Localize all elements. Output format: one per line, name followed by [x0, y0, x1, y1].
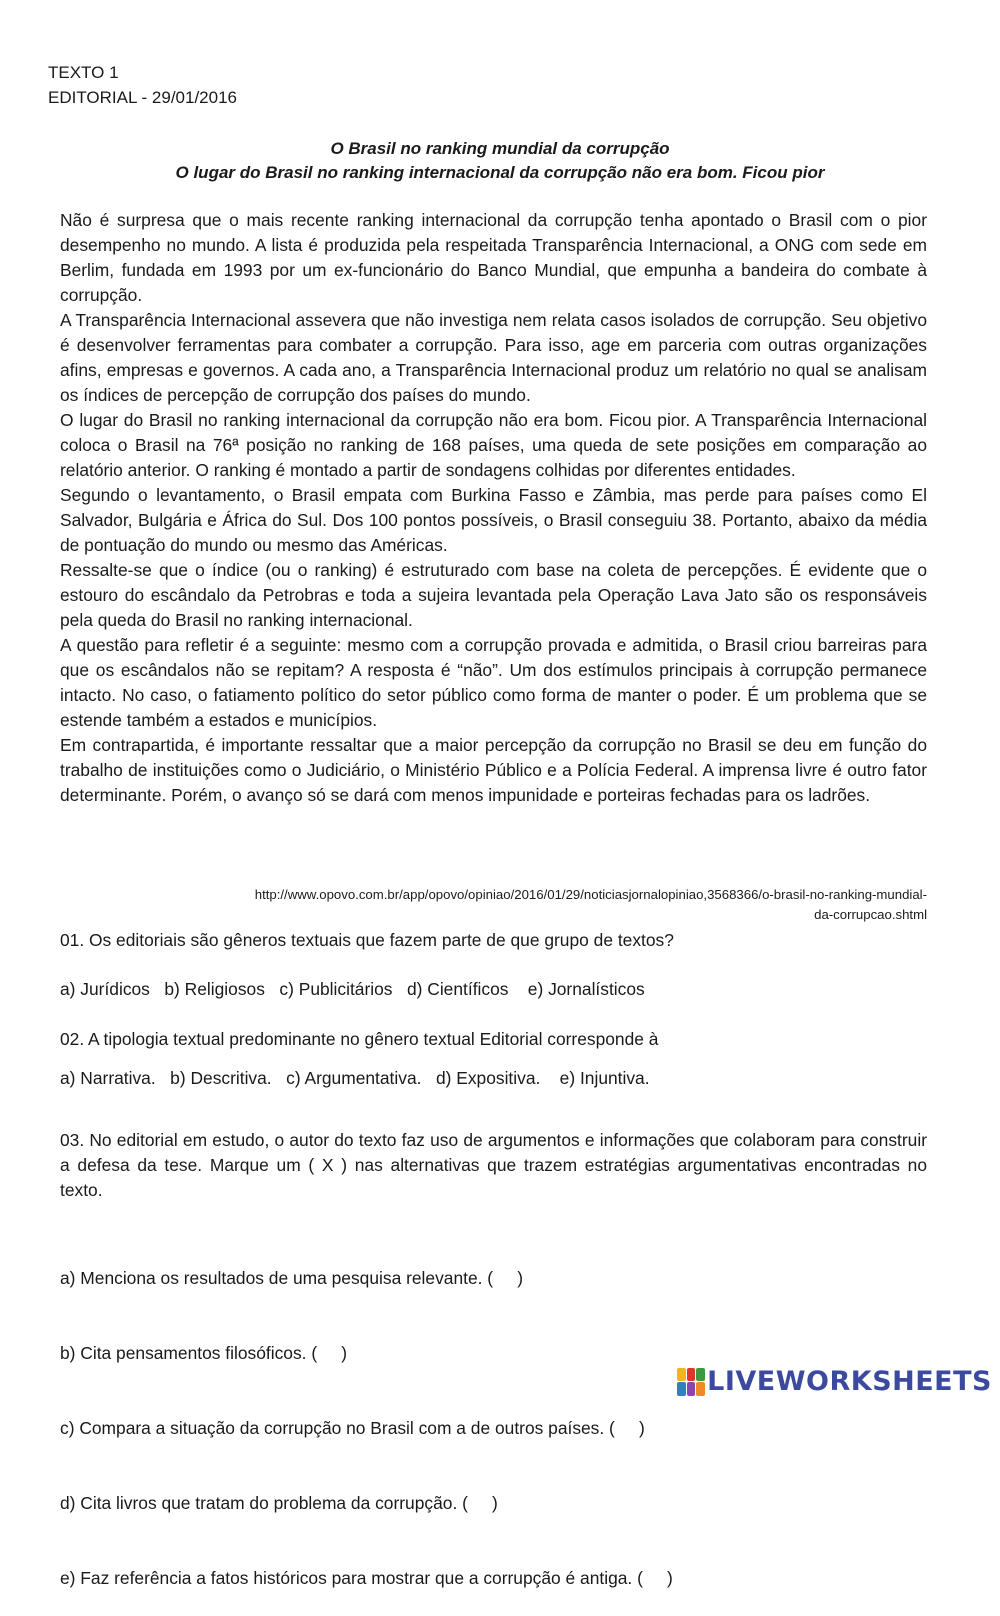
- article-paragraph: Não é surpresa que o mais recente ranking internacional da corrupção tenha apontado o Brasil com o pior desempenho no mundo. A lista é produzida pela respeitada Transparência Internacional, a ONG com sede em Berlim, fundada em 1993 por um ex-funcionário do Banco Mundial, que empunha a bandeira do combate à corrupção.: [60, 210, 927, 305]
- editorial-date: EDITORIAL - 29/01/2016: [48, 88, 237, 107]
- question-1-options: a) Jurídicos b) Religiosos c) Publicitários d) Científicos e) Jornalísticos: [60, 979, 645, 999]
- article-paragraph: Segundo o levantamento, o Brasil empata com Burkina Fasso e Zâmbia, mas perde para países como El Salvador, Bulgária e África do Sul. Dos 100 pontos possíveis, o Brasil conseguiu 38. Portanto, abaixo da média de pontuação do mundo ou mesmo das Américas.: [60, 485, 927, 555]
- alternative-item[interactable]: b) Cita pensamentos filosóficos. ( ): [60, 1343, 348, 1363]
- source-link: [60, 885, 927, 925]
- liveworksheets-logo: [677, 1366, 992, 1397]
- question-2-options: a) Narrativa. b) Descritiva. c) Argumentativa. d) Expositiva. e) Injuntiva.: [60, 1068, 650, 1088]
- question-1-text: 01. Os editoriais são gêneros textuais que fazem parte de que grupo de textos?: [60, 930, 674, 950]
- alternative-item[interactable]: a) Menciona os resultados de uma pesquisa relevante. ( ): [60, 1268, 524, 1288]
- article-titles: [0, 137, 1000, 185]
- liveworksheets-mark-icon: [677, 1368, 705, 1396]
- article-paragraph: A Transparência Internacional assevera que não investiga nem relata casos isolados de corrupção. Seu objetivo é desenvolver ferramentas para combater a corrupção. Para isso, age em parceria com outras organizações afins, empresas e governos. A cada ano, a Transparência Internacional produz um relatório no qual se analisam os índices de percepção de corrupção dos países do mundo.: [60, 310, 927, 405]
- article-subtitle: O lugar do Brasil no ranking internacional da corrupção não era bom. Ficou pior: [175, 163, 825, 182]
- question-3-text: 03. No editorial em estudo, o autor do texto faz uso de argumentos e informações que colaboram para construir a defesa da tese. Marque um ( X ) nas alternativas que trazem estratégias argumentativas encontradas no texto.: [60, 1130, 927, 1200]
- brand-name: LIVEWORKSHEETS: [707, 1366, 992, 1397]
- article-paragraph: O lugar do Brasil no ranking internacional da corrupção não era bom. Ficou pior. A Transparência Internacional coloca o Brasil na 76ª posição no ranking de 168 países, uma queda de sete posições em comparação ao relatório anterior. O ranking é montado a partir de sondagens colhidas por diferentes entidades.: [60, 410, 927, 480]
- article-paragraph: Ressalte-se que o índice (ou o ranking) é estruturado com base na coleta de percepções. É evidente que o estouro do escândalo da Petrobras e toda a sujeira levantada pela Operação Lava Jato são os responsáveis pela queda do Brasil no ranking internacional.: [60, 560, 927, 630]
- article-title: O Brasil no ranking mundial da corrupção: [330, 139, 670, 158]
- source-url-line-1: http://www.opovo.com.br/app/opovo/opiniao/2016/01/29/noticiasjornalopiniao,3568366/o-brasil-no-ranking-mundial-: [254, 887, 927, 902]
- document-header: [48, 60, 237, 110]
- article-body: [60, 208, 927, 808]
- article-paragraph: A questão para refletir é a seguinte: mesmo com a corrupção provada e admitida, o Brasil criou barreiras para que os escândalos não se repitam? A resposta é “não”. Um dos estímulos principais à corrupção permanece intacto. No caso, o fatiamento político do setor público como forma de manter o poder. É um problema que se estende também a estados e municípios.: [60, 635, 927, 730]
- text-label: TEXTO 1: [48, 63, 119, 82]
- alternative-item[interactable]: c) Compara a situação da corrupção no Brasil com a de outros países. ( ): [60, 1418, 645, 1438]
- source-url-line-2: da-corrupcao.shtml: [814, 907, 927, 922]
- article-paragraph: Em contrapartida, é importante ressaltar que a maior percepção da corrupção no Brasil se deu em função do trabalho de instituições como o Judiciário, o Ministério Público e a Polícia Federal. A imprensa livre é outro fator determinante. Porém, o avanço só se dará com menos impunidade e porteiras fechadas para os ladrões.: [60, 735, 927, 805]
- alternative-item[interactable]: d) Cita livros que tratam do problema da corrupção. ( ): [60, 1493, 498, 1513]
- question-3-alternatives: [60, 1216, 673, 1616]
- question-2-text: 02. A tipologia textual predominante no gênero textual Editorial corresponde à: [60, 1029, 659, 1049]
- alternative-item[interactable]: e) Faz referência a fatos históricos para mostrar que a corrupção é antiga. ( ): [60, 1568, 673, 1588]
